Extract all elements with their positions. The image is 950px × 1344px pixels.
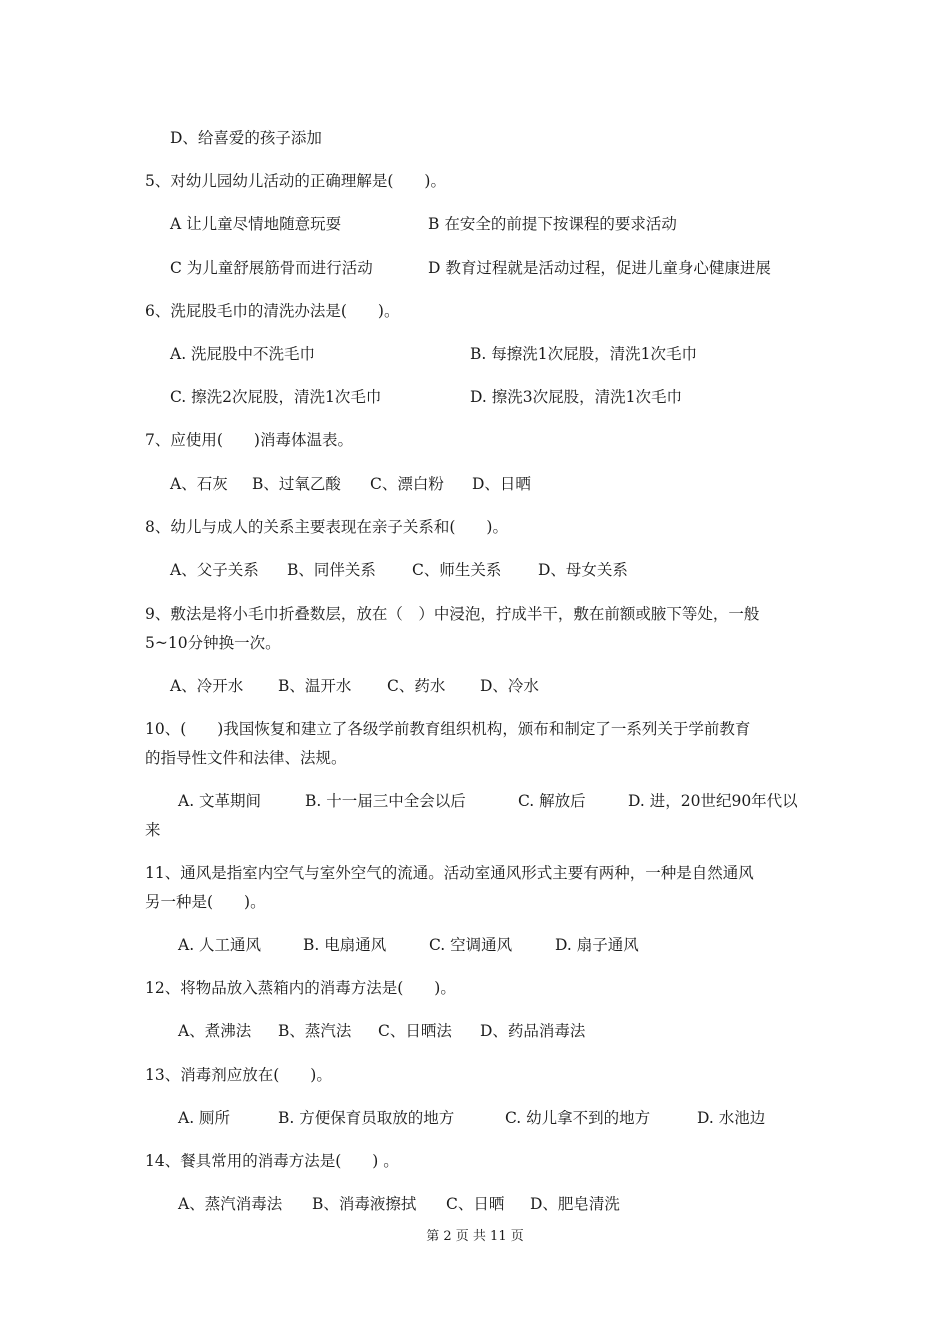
q14-option-c: C、日晒: [446, 1195, 505, 1213]
q11-option-d: D. 扇子通风: [555, 936, 639, 954]
q9-option-b: B、温开水: [278, 677, 352, 695]
q11-stem-line-2: 另一种是( )。: [145, 893, 266, 911]
q7-option-a: A、石灰: [170, 475, 228, 493]
q12-option-d: D、药品消毒法: [480, 1022, 586, 1040]
q5-option-c: C 为儿童舒展筋骨而进行活动: [170, 259, 373, 277]
q12-options: [0, 1021, 950, 1121]
q8-option-c: C、师生关系: [412, 561, 502, 579]
q4-option-d: D、给喜爱的孩子添加: [170, 129, 322, 147]
q11-option-c: C. 空调通风: [429, 936, 513, 954]
q11-options: [0, 935, 950, 1035]
q13-stem: 13、消毒剂应放在( )。: [145, 1066, 332, 1084]
q8-option-a: A、父子关系: [170, 561, 259, 579]
q6-stem: 6、洗屁股毛巾的清洗办法是( )。: [145, 302, 400, 320]
q10-stem-line-2: 的指导性文件和法律、法规。: [145, 749, 347, 767]
q12-option-b: B、蒸汽法: [278, 1022, 352, 1040]
q6-option-a: A. 洗屁股中不洗毛巾: [170, 345, 316, 363]
q13-options: [0, 1108, 950, 1208]
q10-option-d-continued: 来: [145, 821, 161, 839]
q5-stem: 5、对幼儿园幼儿活动的正确理解是( )。: [145, 172, 446, 190]
q6-option-c: C. 擦洗2次屁股，清洗1次毛巾: [170, 388, 382, 406]
q10-option-a: A. 文革期间: [178, 792, 262, 810]
q5-option-b: B 在安全的前提下按课程的要求活动: [428, 215, 677, 233]
q6-option-d: D. 擦洗3次屁股，清洗1次毛巾: [470, 388, 682, 406]
q14-stem: 14、餐具常用的消毒方法是( ) 。: [145, 1152, 399, 1170]
q10-option-b: B. 十一届三中全会以后: [305, 792, 466, 810]
q7-stem: 7、应使用( )消毒体温表。: [145, 431, 353, 449]
q11-option-a: A. 人工通风: [178, 936, 262, 954]
q14-option-b: B、消毒液擦拭: [312, 1195, 417, 1213]
q13-option-c: C. 幼儿拿不到的地方: [505, 1109, 651, 1127]
q5-option-d: D 教育过程就是活动过程，促进儿童身心健康进展: [428, 259, 771, 277]
q10-stem-line-1: 10、( )我国恢复和建立了各级学前教育组织机构，颁布和制定了一系列关于学前教育: [145, 720, 751, 738]
q9-option-a: A、冷开水: [170, 677, 244, 695]
q7-option-b: B、过氧乙酸: [252, 475, 341, 493]
q9-stem-line-2: 5~10分钟换一次。: [145, 634, 281, 652]
q13-option-a: A. 厕所: [178, 1109, 231, 1127]
q6-option-b: B. 每擦洗1次屁股，清洗1次毛巾: [470, 345, 697, 363]
q10-option-d: D. 进，20世纪90年代以: [628, 792, 798, 810]
q12-stem: 12、将物品放入蒸箱内的消毒方法是( )。: [145, 979, 456, 997]
q5-option-a: A 让儿童尽情地随意玩耍: [170, 215, 342, 233]
q7-option-c: C、漂白粉: [370, 475, 444, 493]
q8-option-d: D、母女关系: [538, 561, 628, 579]
q11-stem-line-1: 11、通风是指室内空气与室外空气的流通。活动室通风形式主要有两种，一种是自然通风: [145, 864, 754, 882]
q13-option-d: D. 水池边: [697, 1109, 766, 1127]
q12-option-a: A、煮沸法: [178, 1022, 252, 1040]
q13-option-b: B. 方便保育员取放的地方: [278, 1109, 455, 1127]
page-footer: 第 2 页 共 11 页: [426, 1229, 524, 1244]
q9-option-d: D、冷水: [480, 677, 539, 695]
q7-option-d: D、日晒: [472, 475, 531, 493]
q14-option-d: D、肥皂清洗: [530, 1195, 620, 1213]
q14-option-a: A、蒸汽消毒法: [178, 1195, 283, 1213]
q8-option-b: B、同伴关系: [287, 561, 376, 579]
q12-option-c: C、日晒法: [378, 1022, 452, 1040]
q10-option-c: C. 解放后: [518, 792, 586, 810]
q9-option-c: C、药水: [387, 677, 446, 695]
q9-stem-line-1: 9、敷法是将小毛巾折叠数层，放在（ ）中浸泡，拧成半干，敷在前额或腋下等处，一般: [145, 605, 760, 623]
q8-stem: 8、幼儿与成人的关系主要表现在亲子关系和( )。: [145, 518, 508, 536]
q11-option-b: B. 电扇通风: [303, 936, 387, 954]
